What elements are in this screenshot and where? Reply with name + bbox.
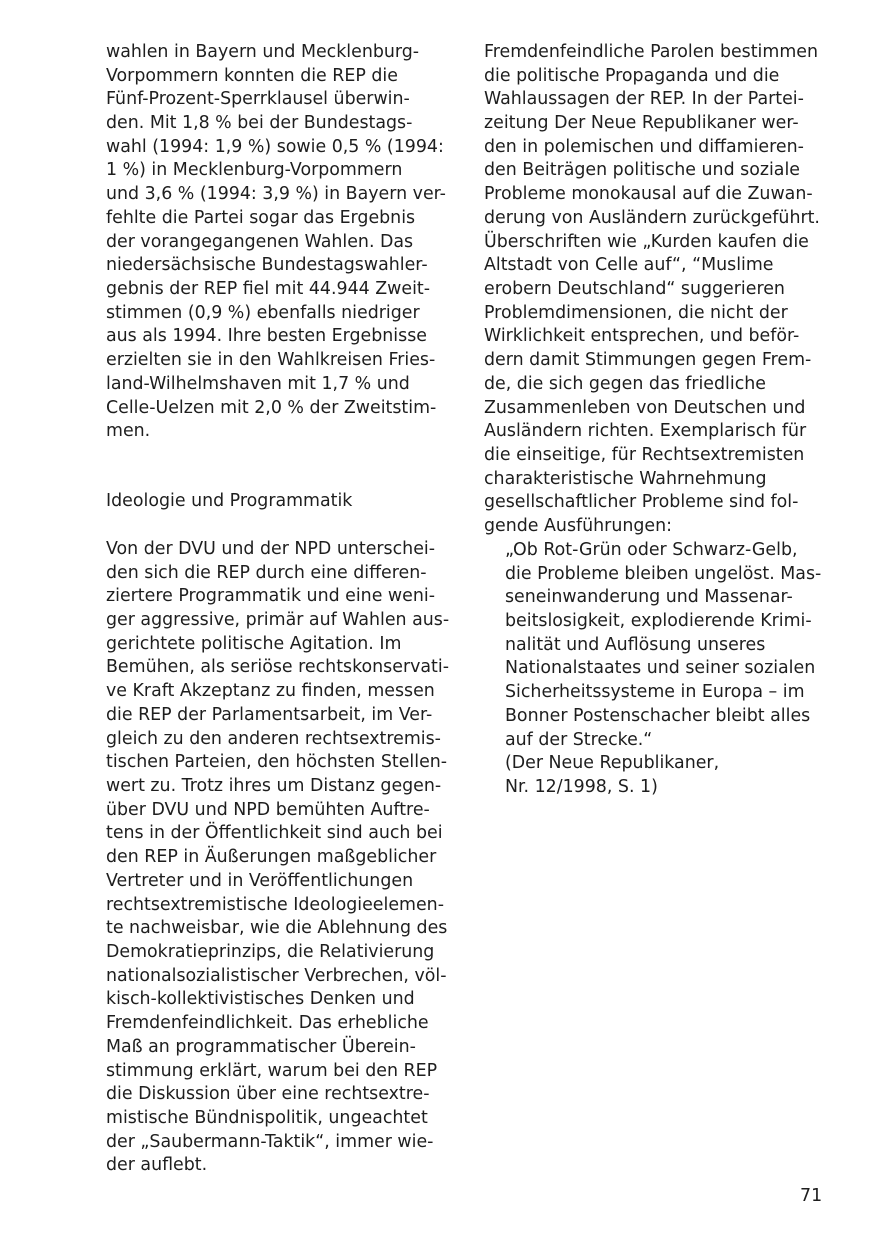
paragraph-line: wert zu. Trotz ihres um Distanz gegen-: [106, 776, 442, 796]
paragraph-line: de, die sich gegen das friedliche: [484, 374, 766, 394]
paragraph-line: den Beiträgen politische und soziale: [484, 160, 800, 180]
paragraph-line: Vertreter und in Veröffentlichungen: [106, 871, 414, 891]
paragraph-line: derung von Ausländern zurückgeführt.: [484, 208, 820, 228]
paragraph-line: charakteristische Wahrnehmung: [484, 469, 767, 489]
paragraph-line: Wirklichkeit entsprechen, und beför-: [484, 326, 800, 346]
paragraph-line: ve Kraft Akzeptanz zu finden, messen: [106, 681, 435, 701]
paragraph-line: Demokratieprinzips, die Relativierung: [106, 942, 435, 962]
paragraph-line: tens in der Öffentlichkeit sind auch bei: [106, 823, 443, 843]
paragraph-line: gende Ausführungen:: [484, 516, 672, 536]
paragraph-line: ger aggressive, primär auf Wahlen aus-: [106, 610, 450, 630]
paragraph-line: den. Mit 1,8 % bei der Bundestags-: [106, 113, 413, 133]
paragraph-line: gebnis der REP fiel mit 44.944 Zweit-: [106, 279, 430, 299]
paragraph-line: und 3,6 % (1994: 3,9 %) in Bayern ver-: [106, 184, 446, 204]
paragraph-line: land-Wilhelmshaven mit 1,7 % und: [106, 374, 410, 394]
paragraph-line: mistische Bündnispolitik, ungeachtet: [106, 1108, 428, 1128]
paragraph-line: den in polemischen und diffamieren-: [484, 137, 804, 157]
paragraph-line: zeitung Der Neue Republikaner wer-: [484, 113, 799, 133]
paragraph-line: die einseitige, für Rechtsextremisten: [484, 445, 805, 465]
paragraph-line: Maß an programmatischer Überein-: [106, 1037, 416, 1057]
paragraph-line: gerichtete politische Agitation. Im: [106, 634, 402, 654]
paragraph-line: Problemdimensionen, die nicht der: [484, 303, 788, 323]
quote-line: Sicherheitssysteme in Europa – im: [505, 682, 805, 702]
quote-line: die Probleme bleiben ungelöst. Mas-: [505, 564, 822, 584]
paragraph-line: fehlte die Partei sogar das Ergebnis: [106, 208, 416, 228]
quote-line: Bonner Postenschacher bleibt alles: [505, 706, 811, 726]
paragraph-line: erobern Deutschland“ suggerieren: [484, 279, 785, 299]
paragraph-line: Probleme monokausal auf die Zuwan-: [484, 184, 813, 204]
paragraph-line: men.: [106, 421, 151, 441]
paragraph-line: der „Saubermann-Taktik“, immer wie-: [106, 1132, 434, 1152]
quote-line: „Ob Rot-Grün oder Schwarz-Gelb,: [505, 540, 798, 560]
paragraph-line: erzielten sie in den Wahlkreisen Fries-: [106, 350, 436, 370]
paragraph-line: te nachweisbar, wie die Ablehnung des: [106, 918, 448, 938]
paragraph-line: den sich die REP durch eine differen-: [106, 563, 427, 583]
paragraph-line: Celle-Uelzen mit 2,0 % der Zweitstim-: [106, 398, 437, 418]
paragraph-line: 1 %) in Mecklenburg-Vorpommern: [106, 160, 403, 180]
paragraph-line: niedersächsische Bundestagswahler-: [106, 255, 428, 275]
paragraph-line: Von der DVU und der NPD unterschei-: [106, 539, 435, 559]
section-heading: Ideologie und Programmatik: [106, 491, 353, 511]
quote-source-line: (Der Neue Republikaner,: [505, 753, 720, 773]
paragraph-line: gleich zu den anderen rechtsextremis-: [106, 729, 441, 749]
paragraph-line: nationalsozialistischer Verbrechen, völ-: [106, 966, 447, 986]
paragraph-line: Fünf-Prozent-Sperrklausel überwin-: [106, 89, 410, 109]
paragraph-line: Ausländern richten. Exemplarisch für: [484, 421, 807, 441]
paragraph-line: der vorangegangenen Wahlen. Das: [106, 232, 414, 252]
paragraph-line: die Diskussion über eine rechtsextre-: [106, 1084, 430, 1104]
quote-source-line: Nr. 12/1998, S. 1): [505, 777, 658, 797]
paragraph-line: die REP der Parlamentsarbeit, im Ver-: [106, 705, 433, 725]
paragraph-line: den REP in Äußerungen maßgeblicher: [106, 847, 437, 867]
paragraph-line: ziertere Programmatik und eine weni-: [106, 586, 435, 606]
paragraph-line: Bemühen, als seriöse rechtskonservati-: [106, 657, 449, 677]
paragraph-line: wahl (1994: 1,9 %) sowie 0,5 % (1994:: [106, 137, 444, 157]
paragraph-line: Wahlaussagen der REP. In der Partei-: [484, 89, 804, 109]
paragraph-line: stimmen (0,9 %) ebenfalls niedriger: [106, 303, 420, 323]
paragraph-line: der auflebt.: [106, 1155, 208, 1175]
paragraph-line: Altstadt von Celle auf“, “Muslime: [484, 255, 774, 275]
paragraph-line: rechtsextremistische Ideologieelemen-: [106, 895, 444, 915]
paragraph-line: über DVU und NPD bemühten Auftre-: [106, 800, 430, 820]
quote-line: beitslosigkeit, explodierende Krimi-: [505, 611, 812, 631]
paragraph-line: wahlen in Bayern und Mecklenburg-: [106, 42, 420, 62]
paragraph-line: stimmung erklärt, warum bei den REP: [106, 1061, 438, 1081]
paragraph-line: Vorpommern konnten die REP die: [106, 66, 398, 86]
page-number: 71: [800, 1186, 823, 1206]
paragraph-line: Fremdenfeindlichkeit. Das erhebliche: [106, 1013, 429, 1033]
quote-line: Nationalstaates und seiner sozialen: [505, 658, 816, 678]
paragraph-line: tischen Parteien, den höchsten Stellen-: [106, 752, 448, 772]
paragraph-line: aus als 1994. Ihre besten Ergebnisse: [106, 326, 427, 346]
paragraph-line: gesellschaftlicher Probleme sind fol-: [484, 492, 799, 512]
paragraph-line: die politische Propaganda und die: [484, 66, 780, 86]
quote-line: seneinwanderung und Massenar-: [505, 587, 793, 607]
quote-line: auf der Strecke.“: [505, 730, 653, 750]
paragraph-line: Zusammenleben von Deutschen und: [484, 398, 806, 418]
quote-line: nalität und Auflösung unseres: [505, 635, 766, 655]
paragraph-line: Überschriften wie „Kurden kaufen die: [484, 232, 809, 252]
paragraph-line: kisch-kollektivistisches Denken und: [106, 989, 415, 1009]
paragraph-line: dern damit Stimmungen gegen Frem-: [484, 350, 812, 370]
paragraph-line: Fremdenfeindliche Parolen bestimmen: [484, 42, 818, 62]
